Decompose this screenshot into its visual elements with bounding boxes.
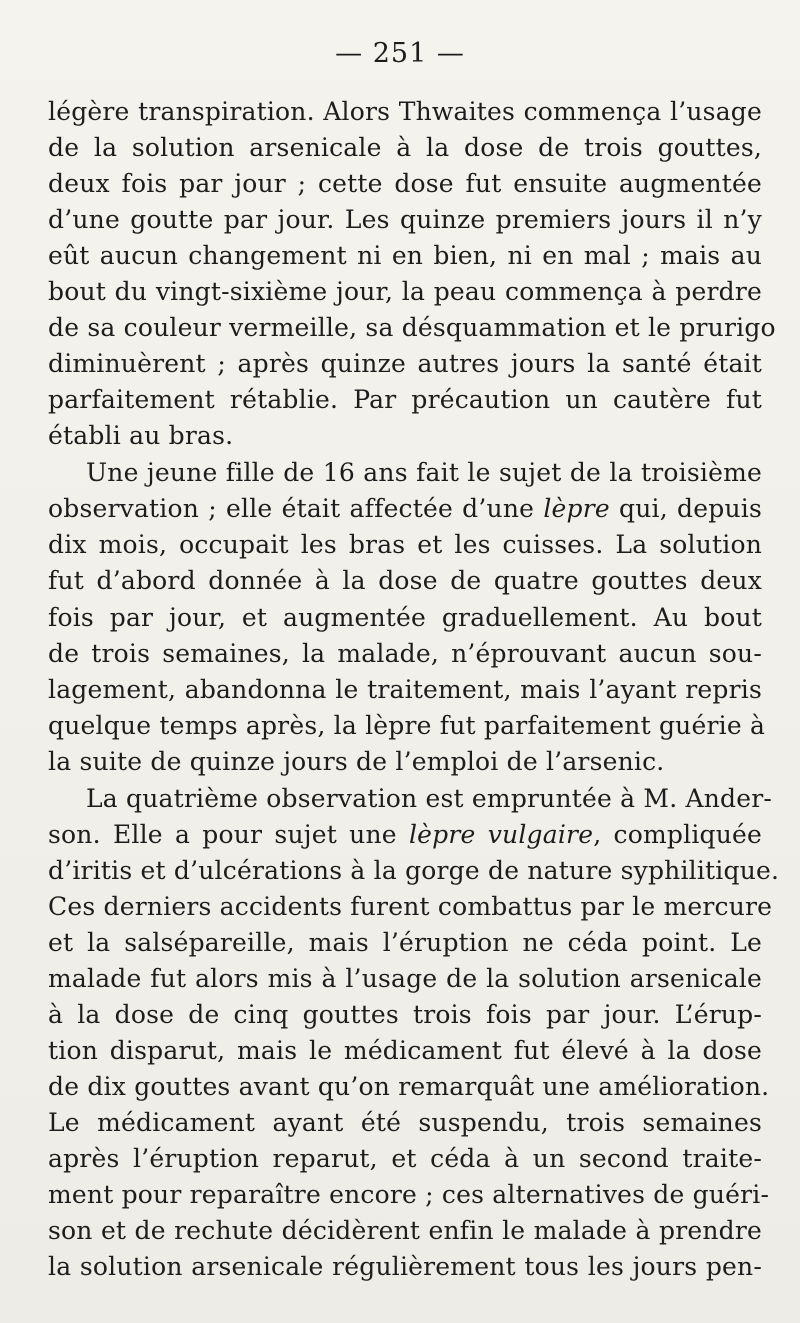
text-line: deux fois par jour ; cette dose fut ensuite augmentée [48, 169, 762, 198]
text-line: d’une goutte par jour. Les quinze premiers jours il n’y [48, 205, 762, 234]
text-line: observation ; elle était affectée d’une lèpre qui, depuis [48, 494, 762, 523]
text-line: de la solution arsenicale à la dose de trois gouttes, [48, 133, 762, 162]
text-line: d’iritis et d’ulcérations à la gorge de nature syphilitique. [48, 856, 780, 885]
text-line: malade fut alors mis à l’usage de la solution arsenicale [48, 964, 762, 993]
text-line: de trois semaines, la malade, n’éprouvant aucun sou- [48, 639, 762, 668]
page-number: — 251 — [335, 38, 465, 69]
text-line: établi au bras. [48, 421, 234, 450]
text-line: fut d’abord donnée à la dose de quatre gouttes deux [48, 566, 762, 595]
text-line: lagement, abandonna le traitement, mais l’ayant repris [48, 675, 762, 704]
text-line: parfaitement rétablie. Par précaution un cautère fut [48, 385, 762, 414]
text-line: son. Elle a pour sujet une lèpre vulgaire, compliquée [48, 820, 763, 849]
text-line: et la salsépareille, mais l’éruption ne céda point. Le [48, 928, 762, 957]
text-line: son et de rechute décidèrent enfin le malade à prendre [48, 1216, 762, 1245]
text-line: diminuèrent ; après quinze autres jours la santé était [48, 349, 762, 378]
text-line: ment pour reparaître encore ; ces alternatives de guéri- [48, 1180, 770, 1209]
italic-term: lèpre [543, 494, 610, 523]
text-line: tion disparut, mais le médicament fut élevé à la dose [48, 1036, 762, 1065]
text-line: légère transpiration. Alors Thwaites commença l’usage [48, 97, 762, 126]
text-line: Le médicament ayant été suspendu, trois semaines [48, 1108, 762, 1137]
text-line: fois par jour, et augmentée graduellement. Au bout [48, 603, 762, 632]
text-line: après l’éruption reparut, et céda à un second traite- [48, 1144, 762, 1173]
text-line: la solution arsenicale régulièrement tous les jours pen- [48, 1252, 762, 1281]
text-line: à la dose de cinq gouttes trois fois par jour. L’érup- [48, 1000, 762, 1029]
text-line: eût aucun changement ni en bien, ni en mal ; mais au [48, 241, 762, 270]
paragraph-start-line: Une jeune fille de 16 ans fait le sujet de la troisième [86, 458, 762, 487]
text-line: dix mois, occupait les bras et les cuisses. La solution [48, 530, 762, 559]
text-line: quelque temps après, la lèpre fut parfaitement guérie à [48, 711, 766, 740]
text-line: la suite de quinze jours de l’emploi de l’arsenic. [48, 747, 665, 776]
italic-term: lèpre vulgaire [408, 820, 594, 849]
text-line: bout du vingt-sixième jour, la peau commença à perdre [48, 277, 762, 306]
text-line: Ces derniers accidents furent combattus par le mercure [48, 892, 773, 921]
text-line: de dix gouttes avant qu’on remarquât une amélioration. [48, 1072, 770, 1101]
text-line: de sa couleur vermeille, sa désquammation et le prurigo [48, 313, 776, 342]
paragraph-start-line: La quatrième observation est empruntée à M. Ander- [86, 784, 773, 813]
